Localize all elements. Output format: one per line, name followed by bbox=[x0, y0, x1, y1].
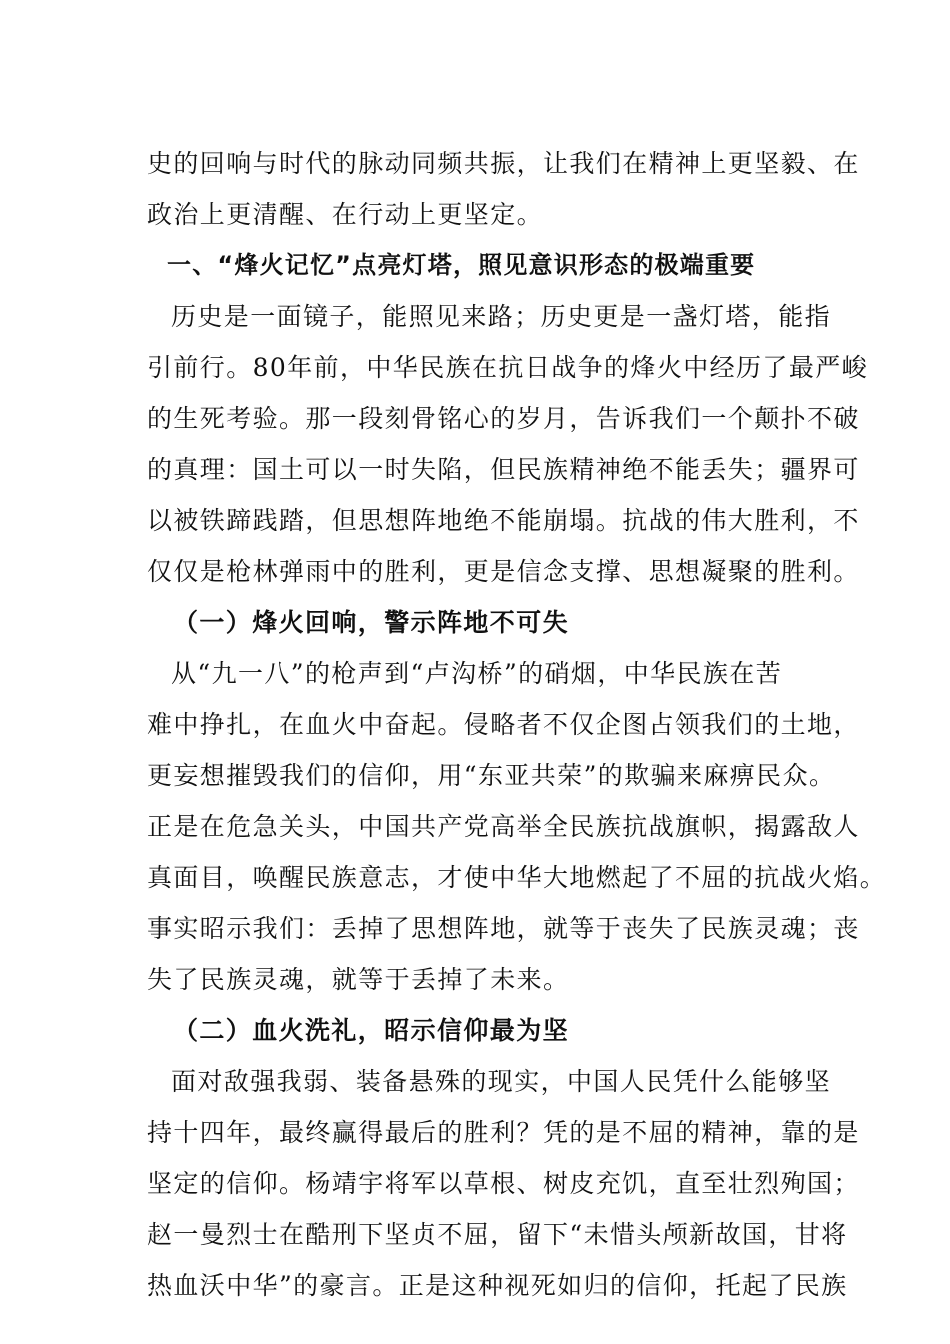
subsection-heading: （一）烽火回响，警示阵地不可失 bbox=[173, 608, 570, 637]
paragraph-first-line: 历史是一面镜子，能照见来路；历史更是一盏灯塔，能指 bbox=[171, 302, 832, 331]
text-line: 以被铁蹄践踏，但思想阵地绝不能崩塌。抗战的伟大胜利，不 bbox=[147, 506, 860, 535]
paragraph-first-line: 面对敌强我弱、装备悬殊的现实，中国人民凭什么能够坚 bbox=[171, 1067, 832, 1096]
text-line: 引前行。80年前，中华民族在抗日战争的烽火中经历了最严峻 bbox=[147, 353, 869, 382]
text-line: 真面目，唤醒民族意志，才使中华大地燃起了不屈的抗战火焰。 bbox=[147, 863, 887, 892]
text-line: 仅仅是枪林弹雨中的胜利，更是信念支撑、思想凝聚的胜利。 bbox=[147, 557, 860, 586]
text-line: 持十四年，最终赢得最后的胜利？凭的是不屈的精神，靠的是 bbox=[147, 1118, 860, 1147]
paragraph-first-line: 从“九一八”的枪声到“卢沟桥”的硝烟，中华民族在苦 bbox=[171, 659, 783, 688]
subsection-heading: （二）血火洗礼，昭示信仰最为坚 bbox=[173, 1016, 570, 1045]
text-line: 事实昭示我们：丢掉了思想阵地，就等于丧失了民族灵魂；丧 bbox=[147, 914, 860, 943]
text-line: 难中挣扎，在血火中奋起。侵略者不仅企图占领我们的土地， bbox=[147, 710, 860, 739]
text-line: 的真理：国土可以一时失陷，但民族精神绝不能丢失；疆界可 bbox=[147, 455, 860, 484]
text-line: 的生死考验。那一段刻骨铭心的岁月，告诉我们一个颠扑不破 bbox=[147, 404, 860, 433]
text-line: 坚定的信仰。杨靖宇将军以草根、树皮充饥，直至壮烈殉国； bbox=[147, 1169, 860, 1198]
text-line: 失了民族灵魂，就等于丢掉了未来。 bbox=[147, 965, 570, 994]
text-line: 正是在危急关头，中国共产党高举全民族抗战旗帜，揭露敌人 bbox=[147, 812, 860, 841]
text-line: 热血沃中华”的豪言。正是这种视死如归的信仰，托起了民族 bbox=[147, 1271, 848, 1300]
document-body bbox=[147, 138, 887, 1311]
text-line: 史的回响与时代的脉动同频共振，让我们在精神上更坚毅、在 bbox=[147, 149, 860, 178]
text-line: 更妄想摧毁我们的信仰，用“东亚共荣”的欺骗来麻痹民众。 bbox=[147, 761, 836, 790]
text-line: 政治上更清醒、在行动上更坚定。 bbox=[147, 200, 544, 229]
section-heading: 一、“烽火记忆”点亮灯塔，照见意识形态的极端重要 bbox=[167, 251, 756, 279]
text-line: 赵一曼烈士在酷刑下坚贞不屈，留下“未惜头颅新故国，甘将 bbox=[147, 1220, 848, 1249]
